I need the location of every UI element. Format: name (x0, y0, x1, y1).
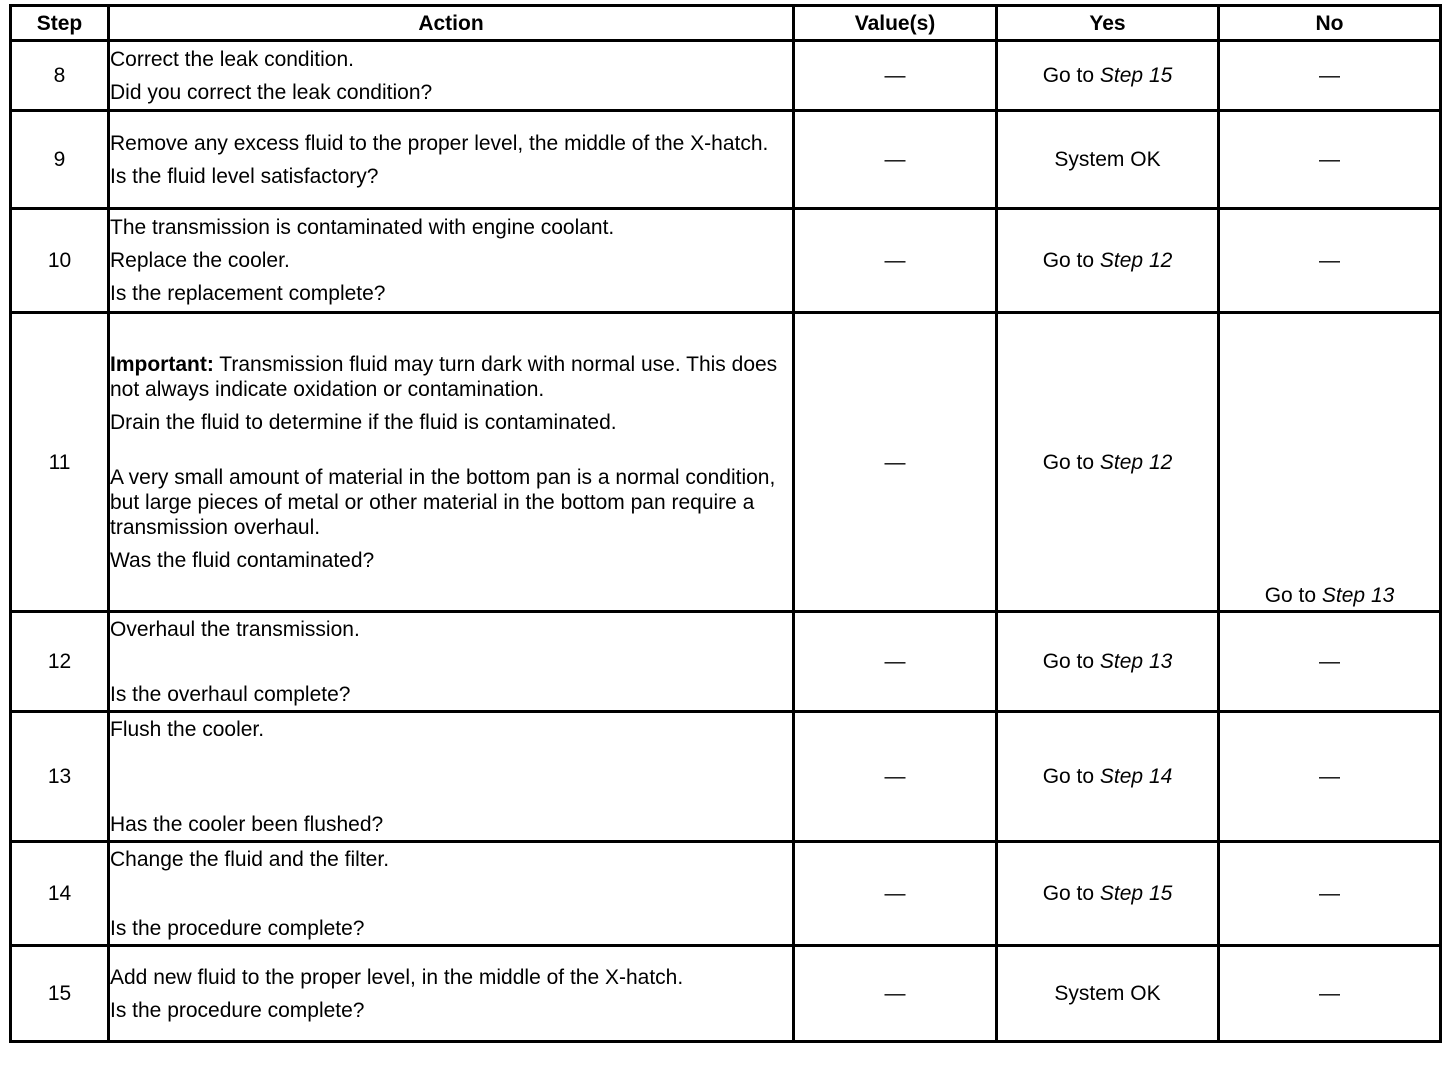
action-text: Add new fluid to the proper level, in the middle of the X-hatch. (110, 965, 684, 989)
step-number: 14 (11, 842, 109, 946)
action-text: Overhaul the transmission. (110, 617, 360, 641)
action-text: Flush the cooler. (110, 717, 265, 741)
action-cell (109, 313, 794, 612)
step-number: 13 (11, 712, 109, 842)
action-question: Was the fluid contaminated? (110, 548, 375, 572)
action-question: Is the procedure complete? (110, 998, 365, 1022)
value-cell: — (794, 111, 997, 209)
action-cell (109, 41, 794, 111)
table-row (11, 712, 1441, 842)
action-question: Is the overhaul complete? (110, 682, 351, 706)
goto-label: Go to (1042, 650, 1095, 673)
diagnostic-table (9, 4, 1442, 1043)
goto-step: Step 15 (1099, 64, 1173, 87)
yes-cell (997, 209, 1219, 313)
goto-label: Go to (1042, 765, 1095, 788)
action-cell (109, 712, 794, 842)
goto-step: Step 13 (1099, 650, 1173, 673)
action-question: Has the cooler been flushed? (110, 812, 384, 836)
header-action: Action (109, 6, 794, 41)
value-cell: — (794, 612, 997, 712)
table-row (11, 313, 1441, 612)
value-cell: — (794, 41, 997, 111)
value-cell: — (794, 946, 997, 1042)
yes-cell: System OK (997, 946, 1219, 1042)
action-cell (109, 842, 794, 946)
important-text: Transmission fluid may turn dark with normal use. This does not always indicate oxidation or contamination. (110, 352, 778, 401)
no-cell (1219, 313, 1441, 612)
action-text: Change the fluid and the filter. (110, 847, 390, 871)
table-row (11, 612, 1441, 712)
yes-cell: System OK (997, 111, 1219, 209)
action-text: Replace the cooler. (110, 249, 290, 272)
action-text: A very small amount of material in the bottom pan is a normal condition, but large pieces of metal or other material in the bottom pan require a transmission overhaul. (110, 465, 776, 539)
goto-step: Step 12 (1099, 450, 1173, 474)
yes-cell (997, 712, 1219, 842)
no-cell: — (1219, 712, 1441, 842)
header-row (11, 6, 1441, 41)
step-number: 8 (11, 41, 109, 111)
step-number: 10 (11, 209, 109, 313)
step-number: 12 (11, 612, 109, 712)
action-text: Correct the leak condition. (110, 47, 354, 71)
table-row (11, 111, 1441, 209)
header-yes: Yes (997, 6, 1219, 41)
action-cell (109, 946, 794, 1042)
no-cell: — (1219, 111, 1441, 209)
step-number: 11 (11, 313, 109, 612)
action-cell (109, 612, 794, 712)
header-values: Value(s) (794, 6, 997, 41)
no-cell: — (1219, 41, 1441, 111)
yes-cell (997, 41, 1219, 111)
table-row (11, 41, 1441, 111)
header-step: Step (11, 6, 109, 41)
yes-cell (997, 612, 1219, 712)
goto-step: Step 13 (1321, 584, 1395, 607)
step-number: 15 (11, 946, 109, 1042)
action-question: Is the procedure complete? (110, 916, 365, 940)
header-no: No (1219, 6, 1441, 41)
action-text: Remove any excess fluid to the proper level, the middle of the X-hatch. (110, 131, 769, 155)
value-cell: — (794, 209, 997, 313)
value-cell: — (794, 712, 997, 842)
goto-label: Go to (1042, 249, 1095, 272)
important-label: Important: (110, 352, 214, 376)
goto-label: Go to (1042, 882, 1095, 905)
important-note (110, 352, 792, 402)
goto-label: Go to (1264, 584, 1317, 607)
action-question: Did you correct the leak condition? (110, 80, 433, 104)
goto-label: Go to (1042, 450, 1095, 474)
action-cell (109, 111, 794, 209)
yes-cell (997, 842, 1219, 946)
no-cell: — (1219, 946, 1441, 1042)
action-cell (109, 209, 794, 313)
step-number: 9 (11, 111, 109, 209)
action-question: Is the replacement complete? (110, 282, 386, 305)
table-row (11, 842, 1441, 946)
goto-label: Go to (1042, 64, 1095, 87)
no-cell: — (1219, 612, 1441, 712)
value-cell: — (794, 313, 997, 612)
action-text: The transmission is contaminated with engine coolant. (110, 216, 615, 239)
yes-cell (997, 313, 1219, 612)
action-question: Is the fluid level satisfactory? (110, 164, 379, 188)
table-row (11, 209, 1441, 313)
no-cell: — (1219, 842, 1441, 946)
action-text: Drain the fluid to determine if the fluid is contaminated. (110, 410, 617, 434)
value-cell: — (794, 842, 997, 946)
goto-step: Step 15 (1099, 882, 1173, 905)
goto-step: Step 12 (1099, 249, 1173, 272)
no-cell: — (1219, 209, 1441, 313)
goto-step: Step 14 (1099, 765, 1173, 788)
table-row (11, 946, 1441, 1042)
